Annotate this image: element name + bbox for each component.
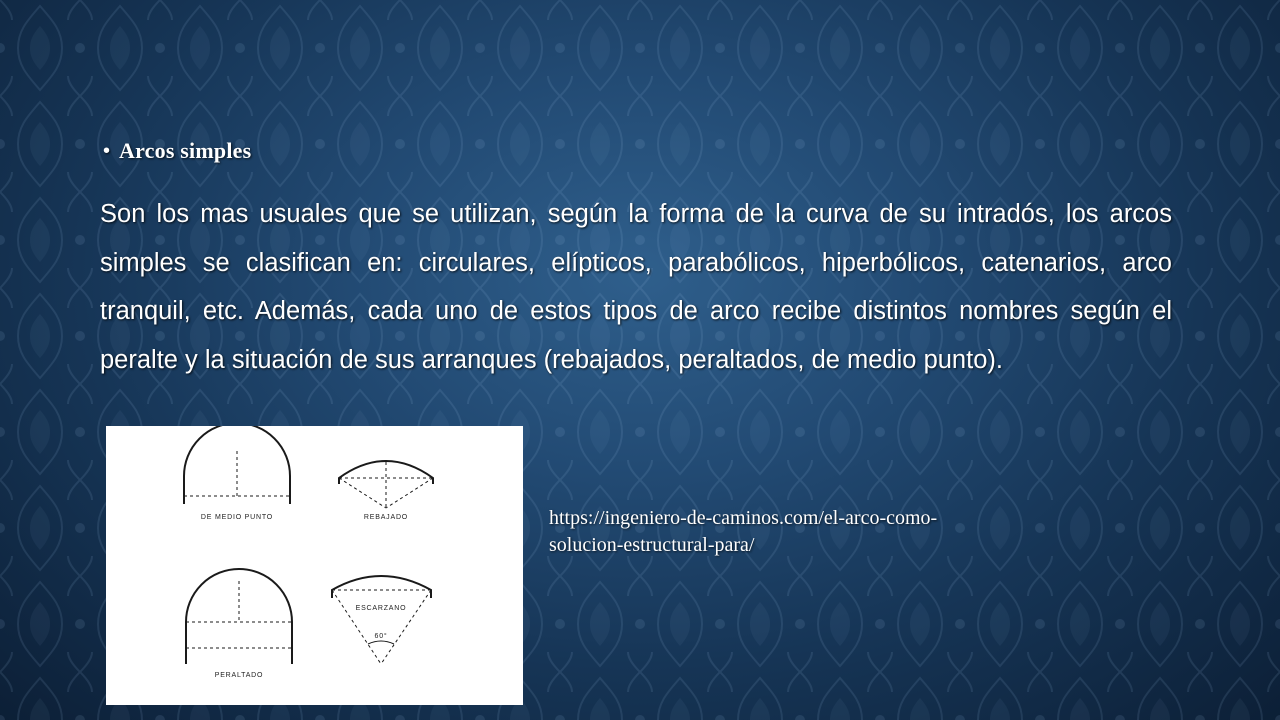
- body-paragraph: Son los mas usuales que se utilizan, según la forma de la curva de su intradós, los arcos simples se clasifican en: circulares, elípticos, parabólicos, hiperbólicos, catenarios, arco tranquil, etc. Además, cada uno de estos tipos de arco recibe distintos nombres según el peralte y la situación de sus arranques (rebajados, peraltados, de medio punto).: [100, 200, 1172, 374]
- bullet-title: Arcos simples: [119, 138, 252, 163]
- bullet-heading: [103, 138, 251, 164]
- arch-diagrams: [106, 426, 523, 705]
- label-escarzano: ESCARZANO: [355, 605, 407, 612]
- arch-escarzano-diagram: [332, 576, 431, 664]
- label-medio-punto: DE MEDIO PUNTO: [200, 514, 274, 521]
- label-angle: 60°: [374, 633, 388, 640]
- source-url-line-2[interactable]: solucion-estructural-para/: [549, 534, 755, 556]
- bullet-dot-icon: •: [103, 140, 111, 162]
- label-peraltado: PERALTADO: [214, 672, 264, 679]
- arch-types-figure: [106, 426, 523, 705]
- source-url[interactable]: [549, 505, 1119, 559]
- source-url-line-1[interactable]: https://ingeniero-de-caminos.com/el-arco-como-: [549, 507, 938, 529]
- arch-medio-punto-diagram: [184, 426, 290, 504]
- arch-peraltado-diagram: [186, 569, 292, 664]
- label-rebajado: REBAJADO: [363, 514, 409, 521]
- arch-rebajado-diagram: [339, 461, 433, 508]
